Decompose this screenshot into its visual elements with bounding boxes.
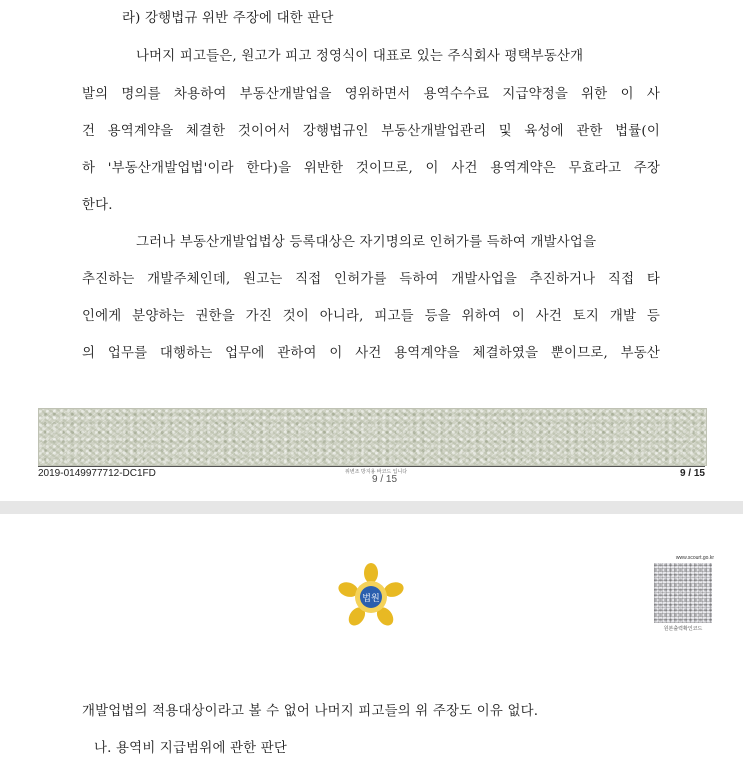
section-heading: 나. 용역비 지급범위에 관한 판단 bbox=[94, 741, 288, 756]
paragraph-line: 그러나 부동산개발업법상 등록대상은 자기명의로 인허가를 득하여 개발사업을 bbox=[136, 235, 597, 250]
anti-forgery-barcode-strip bbox=[38, 408, 707, 466]
paragraph-line: 하 '부동산개발업법'이라 한다)을 위반한 것이므로, 이 사건 용역계약은 무효라고 주장 bbox=[82, 161, 660, 176]
paragraph-line: 인에게 분양하는 권한을 가진 것이 아니라, 피고들 등을 위하여 이 사건 토지 개발 등 bbox=[82, 309, 660, 324]
footer-divider bbox=[38, 466, 705, 467]
paragraph-line: 의 업무를 대행하는 업무에 관하여 이 사건 용역계약을 체결하였을 뿐이므로, 부동산 bbox=[82, 346, 660, 361]
qr-code-icon bbox=[654, 563, 712, 623]
center-page-number: 9 / 15 bbox=[372, 474, 398, 485]
verification-label: 원본출력확인코드 bbox=[663, 626, 703, 632]
court-emblem-icon bbox=[334, 563, 408, 629]
emblem-text: 법원 bbox=[362, 594, 380, 604]
section-heading: 라) 강행법규 위반 주장에 대한 판단 bbox=[122, 11, 334, 26]
verification-code-block bbox=[652, 555, 714, 639]
page-separator bbox=[0, 501, 743, 514]
barcode-note: 위변조 방지용 바코드 입니다 bbox=[345, 469, 408, 475]
document-page-10 bbox=[0, 514, 743, 766]
page-number: 9 / 15 bbox=[679, 468, 705, 479]
paragraph-line: 개발업법의 적용대상이라고 볼 수 없어 나머지 피고들의 위 주장도 이유 없다. bbox=[82, 704, 539, 719]
court-url: www.scourt.go.kr bbox=[675, 555, 714, 561]
document-id: 2019-0149977712-DC1FD bbox=[38, 468, 156, 479]
paragraph-line: 한다. bbox=[82, 198, 113, 213]
paragraph-line: 나머지 피고들은, 원고가 피고 정영식이 대표로 있는 주식회사 평택부동산개 bbox=[136, 49, 584, 64]
paragraph-line: 건 용역계약을 체결한 것이어서 강행법규인 부동산개발업관리 및 육성에 관한 법률(이 bbox=[82, 124, 660, 139]
paragraph-line: 추진하는 개발주체인데, 원고는 직접 인허가를 득하여 개발사업을 추진하거나 직접 타 bbox=[82, 272, 660, 287]
paragraph-line: 발의 명의를 차용하여 부동산개발업을 영위하면서 용역수수료 지급약정을 위한 이 사 bbox=[82, 87, 660, 102]
